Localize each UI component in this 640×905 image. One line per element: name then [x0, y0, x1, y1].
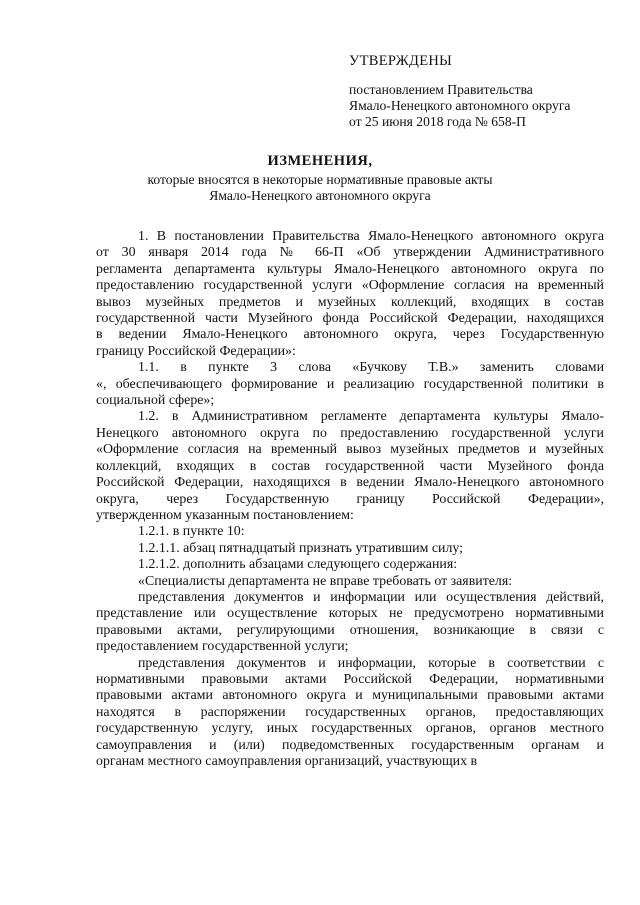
paragraph-p-docs1 — [96, 590, 604, 656]
paragraph-p1-2 — [96, 409, 604, 524]
approval-block — [349, 82, 570, 130]
paragraph-p1 — [96, 229, 604, 360]
paragraph-p-quote — [96, 574, 604, 590]
text-line: Ненецкого автономного округа по предоставлению государственной услуги — [96, 425, 604, 441]
text-line: 1. В постановлении Правительства Ямало-Ненецкого автономного округа — [138, 229, 604, 244]
text-line: 1.1. в пункте 3 слова «Бучкову Т.В.» заменить словами — [138, 360, 604, 376]
text-line: находятся в распоряжении государственных органов, предоставляющих — [96, 704, 604, 720]
paragraph-p-docs2 — [96, 656, 604, 771]
text-line: коллекций, входящих в состав государственной части Музейного фонда — [96, 458, 604, 474]
text-line: вывоз музейных предметов и музейных коллекций, входящих в состав — [96, 294, 604, 310]
text-line: представление или осуществление которых не предусмотрено нормативными — [96, 606, 604, 622]
subtitle-line: которые вносятся в некоторые нормативные правовые акты — [147, 172, 493, 187]
text-line: правовыми актами, регулирующими отношения, возникающие в связи с — [96, 622, 604, 638]
text-line: «, обеспечивающего формирование и реализацию государственной политики в — [96, 376, 604, 392]
paragraph-p1-2-1-1 — [96, 541, 604, 557]
approved-stamp: УТВЕРЖДЕНЫ — [349, 53, 453, 69]
approval-line: Ямало-Ненецкого автономного округа — [349, 98, 571, 113]
text-line: «Оформление согласия на временный вывоз музейных предметов и музейных — [96, 442, 604, 458]
text-line: в ведении Ямало-Ненецкого автономного округа, через Государственную — [96, 327, 604, 343]
text-line: от 30 января 2014 года № 66-П «Об утверждении Административного — [96, 245, 604, 261]
text-line: правовыми актами автономного округа и муниципальными правовыми актами — [96, 688, 604, 704]
text-line: 1.2.1.2. дополнить абзацами следующего содержания: — [138, 557, 458, 573]
text-line: 1.2.1. в пункте 10: — [138, 524, 245, 540]
text-line: утвержденном указанным постановлением: — [96, 507, 354, 523]
subtitle-line: Ямало-Ненецкого автономного округа — [209, 188, 431, 203]
text-line: «Специалисты департамента не вправе требовать от заявителя: — [138, 573, 513, 589]
document-subtitle — [0, 172, 640, 204]
text-line: представления документов и информации или осуществления действий, — [138, 589, 604, 605]
text-line: предоставлением государственной услуги; — [96, 639, 349, 655]
approval-line: постановлением Правительства — [349, 82, 533, 97]
text-line: самоуправления и (или) подведомственных государственным органам и — [96, 737, 604, 753]
text-line: органам местного самоуправления организаций, участвующих в — [96, 754, 478, 769]
text-line: 1.2. в Административном регламенте департамента культуры Ямало- — [138, 409, 604, 425]
document-body — [96, 229, 604, 770]
text-line: Российской Федерации, находящихся в ведении Ямало-Ненецкого автономного — [96, 475, 604, 491]
text-line: государственную услугу, иных государственных органов, органов местного — [96, 721, 604, 737]
text-line: социальной сфере»; — [96, 393, 215, 409]
text-line: границу Российской Федерации»: — [96, 343, 296, 359]
text-line: государственной части Музейного фонда Российской Федерации, находящихся — [96, 311, 604, 327]
text-line: округа, через Государственную границу Российской Федерации», — [96, 491, 604, 507]
text-line: нормативными правовыми актами Российской Федерации, нормативными — [96, 671, 604, 687]
paragraph-p1-2-1 — [96, 524, 604, 540]
text-line: 1.2.1.1. абзац пятнадцатый признать утратившим силу; — [138, 540, 464, 556]
paragraph-p1-1 — [96, 360, 604, 409]
text-line: регламента департамента культуры Ямало-Ненецкого автономного округа по — [96, 261, 604, 277]
paragraph-p1-2-1-2 — [96, 557, 604, 573]
text-line: предоставлению государственной услуги «Оформление согласия на временный — [96, 278, 604, 294]
approval-line: от 25 июня 2018 года № 658-П — [349, 114, 526, 129]
document-title: ИЗМЕНЕНИЯ, — [267, 153, 373, 169]
text-line: представления документов и информации, которые в соответствии с — [138, 655, 604, 671]
